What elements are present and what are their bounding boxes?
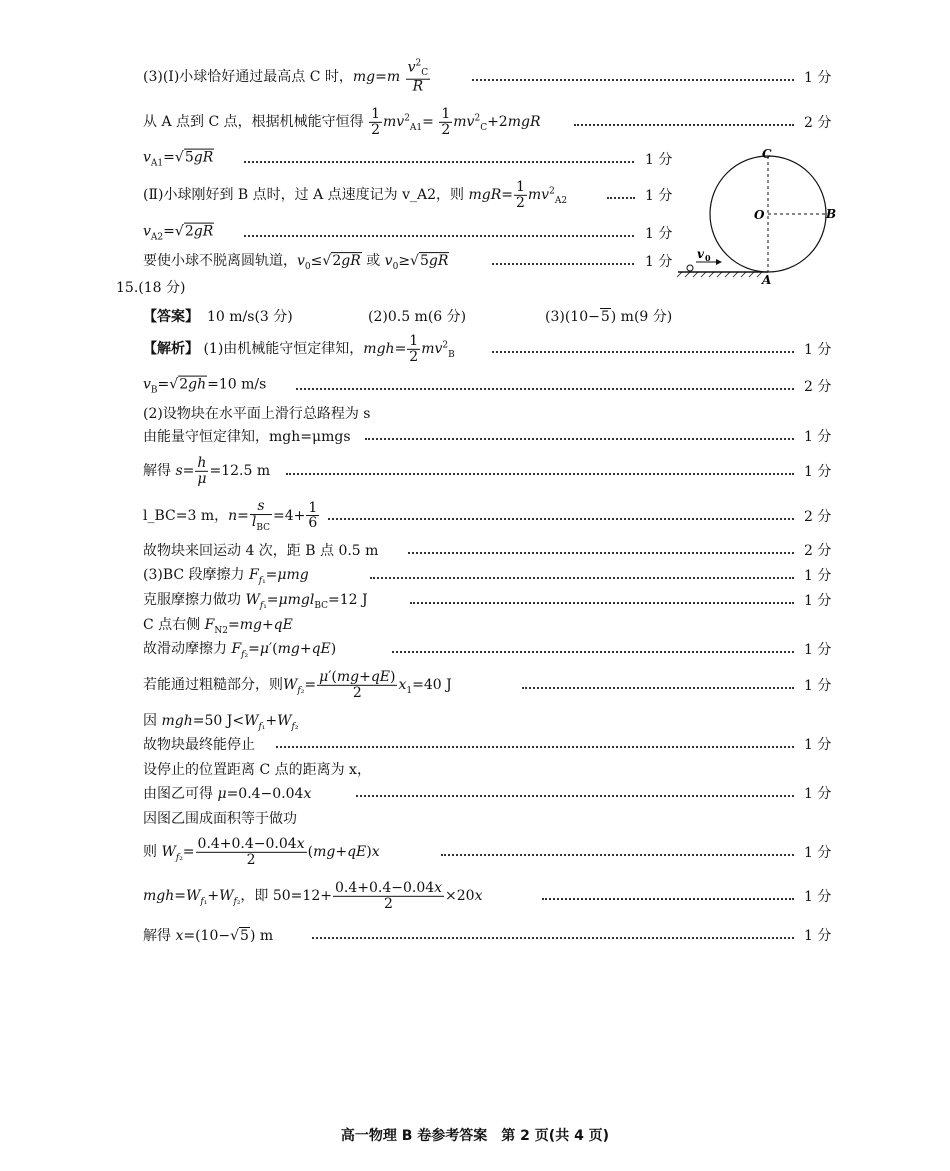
score: 2 分 [804, 379, 832, 395]
label-C: C [762, 147, 772, 161]
line-14: (3)BC 段摩擦力 $F_{f_1}=\mu mg$ 1 分 [0, 560, 950, 590]
line-text: (1)由机械能守恒定律知， [203, 341, 364, 357]
score: 1 分 [804, 737, 832, 753]
score: 2 分 [804, 509, 832, 525]
line-12: l_BC=3 m，n= $\frac{s}{l_{BC}}$ =4+ $\frac{1}{6}$ 2 分 [143, 498, 832, 533]
score: 1 分 [804, 568, 832, 584]
analysis-label: 【解析】 [143, 341, 199, 357]
line-text: 解得 [143, 928, 171, 944]
line-17: 故滑动摩擦力 $F_{f_2}=\mu'(mg+qE)$ 1 分 [0, 634, 950, 664]
line-text: 故滑动摩擦力 [143, 641, 227, 658]
score: 1 分 [804, 642, 832, 658]
line-19: 因 mgh=50 $J<W_{f_1}+W_{f_2}$ [143, 713, 299, 732]
line-23: 因图乙围成面积等于做功 [143, 811, 297, 827]
score: 1 分 [804, 342, 832, 358]
score: 1 分 [804, 928, 832, 944]
circle-track-figure [672, 146, 842, 286]
line-text: l_BC=3 m [143, 508, 215, 525]
line-2: 从 A 点到 C 点，根据机械能守恒得 $\frac{1}{2}$ $mv^2_{A1}=$ $\frac{1}{2}$ $mv^2_C+2mgR$ 2 分 [143, 105, 832, 138]
label-O: O [754, 208, 765, 222]
line-10 [0, 421, 950, 451]
label-B: B [826, 207, 837, 221]
score: 1 分 [645, 226, 673, 242]
score: 2 分 [804, 115, 832, 131]
line-text: (3)BC 段摩擦力 [143, 567, 245, 584]
word-or: 或 [366, 253, 381, 270]
line-9: (2)设物块在水平面上滑行总路程为 s [143, 406, 371, 422]
line-text: 故物块最终能停止 [143, 737, 255, 753]
line-6: 要使小球不脱离圆轨道，$v_0\le√2gR$ 或 $v_0\ge√5gR$ 1 分 [0, 246, 950, 276]
section-15-header: 15.(18 分) [116, 280, 186, 296]
line-5: $v_{A2}=√2gR$ 1 分 [143, 223, 673, 243]
page-footer: 高一物理 B 卷参考答案 第 2 页(共 4 页) [340, 1128, 610, 1144]
score: 1 分 [804, 889, 832, 905]
line-15: 克服摩擦力做功 $W_{f_1}=\mu mgl_{BC}=12$ J 1 分 [0, 585, 950, 615]
line-text: (Ⅱ)小球刚好到 B 点时，过 A 点速度记为 v_A2，则 [143, 187, 465, 203]
line-text: 要使小球不脱离圆轨道， [143, 253, 297, 270]
line-26: 解得 x=(10−√5) m 1 分 [0, 920, 950, 950]
score: 1 分 [804, 786, 832, 802]
line-20 [0, 729, 950, 759]
label-v0-sub: 0 [705, 253, 711, 263]
answer-3: (3)(10−5) m(9 分) [545, 309, 673, 325]
line-text: 由图乙可得 [143, 786, 213, 802]
line-22: 由图乙可得 μ=0.4−0.04x 1 分 [0, 778, 950, 808]
score: 2 分 [804, 543, 832, 559]
label-v0: v [697, 247, 704, 261]
line-text: 克服摩擦力做功 [143, 592, 241, 609]
score: 1 分 [804, 464, 832, 480]
line-1: (3)(Ⅰ)小球恰好通过最高点 C 时，mg=m $\frac{v^2_C}{R}$ 1 分 [143, 58, 832, 95]
line-7: 【解析】 (1)由机械能守恒定律知，mgh= $\frac{1}{2}$ $mv^2_B$ 1 分 [143, 332, 832, 365]
line-text: 若能通过粗糙部分，则 [143, 677, 283, 693]
score: 1 分 [645, 152, 673, 168]
line-text: (3)(Ⅰ)小球恰好通过最高点 C 时， [143, 69, 353, 86]
score: 1 分 [804, 70, 832, 86]
answer-row [143, 306, 673, 326]
score: 1 分 [804, 593, 832, 609]
score: 1 分 [645, 254, 673, 270]
line-text: 解得 [143, 463, 171, 479]
answer-2: (2)0.5 m(6 分) [368, 309, 467, 325]
line-text: 从 A 点到 C 点，根据机械能守恒得 [143, 114, 364, 130]
label-A: A [762, 273, 772, 286]
line-25: $mgh=W_{f_1}+W_{f_2}$，即 50=12+ $\frac{0.4+0.4-0.04x}{2}$ ×20x 1 分 [143, 879, 832, 912]
line-24: 则 $W_{f_2}=$ $\frac{0.4+0.4-0.04x}{2}$ (mg+qE)x 1 分 [143, 835, 832, 868]
score: 1 分 [804, 429, 832, 445]
line-21: 设停止的位置距离 C 点的距离为 x， [143, 762, 371, 778]
line-16: C 点右侧 $F_{N2}=mg+qE$ [143, 617, 293, 636]
line-11: 解得 s= $\frac{h}{\mu}$ =12.5 m 1 分 [143, 454, 832, 487]
ball [687, 265, 693, 271]
score: 1 分 [804, 845, 832, 861]
line-4: (Ⅱ)小球刚好到 B 点时，过 A 点速度记为 v_A2，则 mgR= $\frac{1}{2}$ $mv^2_{A2}$ 1 分 [143, 178, 673, 211]
answer-label: 【答案】 [143, 309, 199, 325]
line-3: $v_{A1}=√5gR$ 1 分 [143, 149, 673, 169]
line-text: 则 [143, 844, 157, 860]
velocity-arrowhead [716, 259, 722, 265]
line-18: 若能通过粗糙部分，则$W_{f_2}=$ $\frac{\mu'(mg+qE)}{2}$ $x_1=40$ J 1 分 [143, 668, 832, 701]
line-8: $v_B=√2gh=10$ m/s 2 分 [143, 376, 832, 396]
line-text: 由能量守恒定律知，mgh=μmgs [143, 429, 351, 445]
score: 1 分 [804, 678, 832, 694]
score: 1 分 [645, 188, 673, 204]
answer-1: 10 m/s(3 分) [207, 309, 293, 325]
line-text: 故物块来回运动 4 次，距 B 点 0.5 m [143, 543, 379, 559]
